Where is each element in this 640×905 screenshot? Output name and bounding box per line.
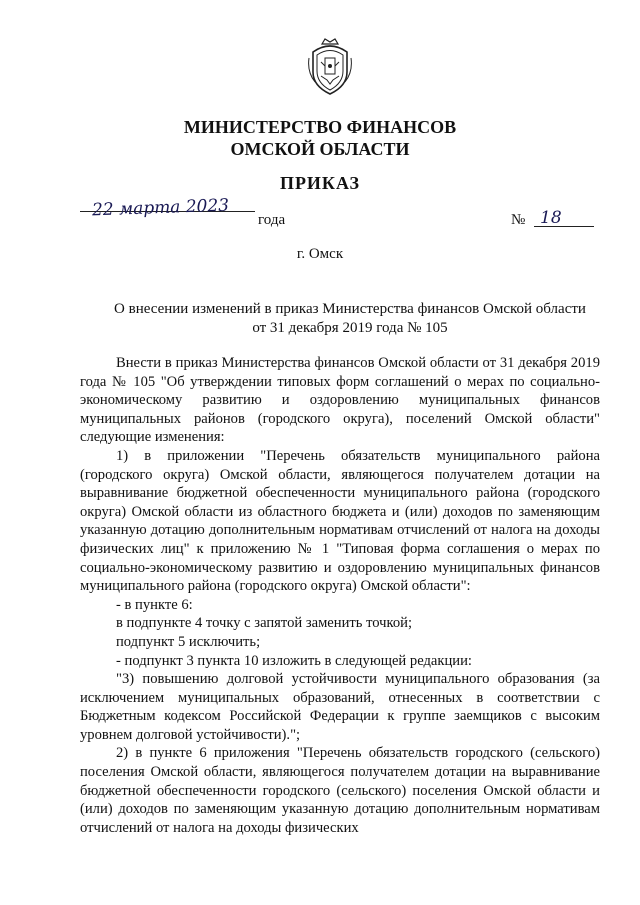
number-label: № xyxy=(511,212,526,228)
handwritten-date: 22 марта 2023 xyxy=(91,195,230,221)
order-body xyxy=(80,354,600,837)
coat-of-arms-emblem xyxy=(307,38,353,96)
handwritten-number: 18 xyxy=(540,208,562,228)
intro-paragraph: Внести в приказ Министерства финансов Омской области от 31 декабря 2019 года № 105 "Об утверждении типовых форм соглашений о мерах по социально-экономическому развитию и оздоровлению муниципальных финансов муниципальных районов (городского округа), поселений Омской области" следующие изменения: xyxy=(80,355,600,446)
item-2-paragraph: 2) в пункте 6 приложения "Перечень обязательств городского (сельского) поселения Омской области, являющегося получателем дотации на выравнивание бюджетной обеспеченности городского (сельского) поселения Омской области и (или) доходов по заменяющим указанную дотацию дополнительным нормативам отчислений от налога на доходы физических xyxy=(80,745,600,836)
subitem-subpoint-5: подпункт 5 исключить; xyxy=(116,633,261,650)
document-type: ПРИКАЗ xyxy=(279,173,361,193)
ministry-name-line1: МИНИСТЕРСТВО ФИНАНСОВ xyxy=(183,117,457,137)
subitem-point-10: - подпункт 3 пункта 10 изложить в следующей редакции: xyxy=(116,652,472,669)
ministry-name-line2: ОМСКОЙ ОБЛАСТИ xyxy=(230,139,410,159)
subitem-subpoint-4: в подпункте 4 точку с запятой заменить точкой; xyxy=(116,615,413,632)
item-1-paragraph: 1) в приложении "Перечень обязательств муниципального района (городского округа) Омской области, являющегося получателем дотации на выравнивание бюджетной обеспеченности муниципального района (городского округа) Омской области из областного бюджета и (или) доходов по заменяющим указанную дотацию дополнительным нормативам отчислений от налога на доходы физических лиц" к приложению № 1 "Типовая форма соглашения о мерах по социально-экономическому развитию и оздоровлению муниципальных финансов муниципального района (городского округа) Омской области": xyxy=(80,447,600,595)
date-suffix: года xyxy=(258,212,286,228)
quoted-new-wording: "3) повышению долговой устойчивости муниципального образования (за исключением муниципальных образований, отнесенных в соответствии с Бюджетным кодексом Российской Федерации к группе заемщиков с высоким уровнем долговой устойчивости)."; xyxy=(80,671,600,743)
subitem-point-6: - в пункте 6: xyxy=(116,596,193,613)
order-title-line2: от 31 декабря 2019 года № 105 xyxy=(252,320,448,336)
order-title-line1: О внесении изменений в приказ Министерства финансов Омской области xyxy=(114,301,586,317)
city: г. Омск xyxy=(296,246,344,262)
